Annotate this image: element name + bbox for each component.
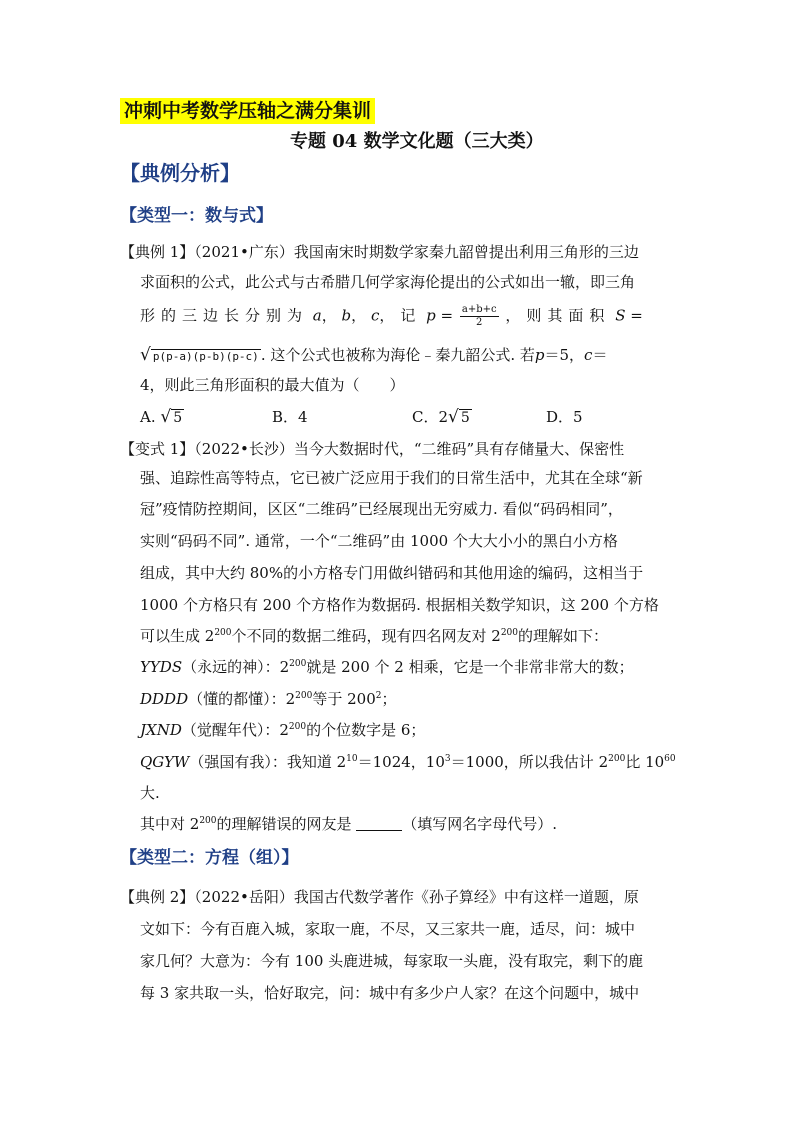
ex2-line-3: 家几何？大意为：今有 100 头鹿进城，每家取一头鹿，没有取完，剩下的鹿 (140, 952, 644, 970)
var1-text: （懂的都懂）：2 (188, 690, 296, 708)
ex2-line-2: 文如下：今有百鹿入城，家取一鹿，不尽，又三家共一鹿，适尽，问：城中 (140, 920, 636, 938)
ex1-text: 形的三边长分别为 (140, 306, 309, 325)
sqrt-argument: 5 (460, 410, 470, 426)
topic-title: 专题 04 数学文化题（三大类） (290, 131, 544, 152)
var1-text: ＝1000，所以我估计 2 (450, 753, 609, 771)
var1-text: 的理解错误的网友是 (216, 815, 357, 833)
var1-text: 个不同的数据二维码，现有四名网友对 2 (231, 627, 501, 645)
fraction-p (460, 304, 499, 329)
var-c: c (584, 346, 593, 364)
option-d: D．5 (546, 408, 583, 426)
exponent: 60 (664, 754, 676, 764)
var1-text: 等于 200 (312, 690, 376, 708)
ex1-text: ， (321, 306, 337, 325)
var1-text: （永远的神）：2 (182, 658, 290, 676)
ex1-line-4 (140, 344, 607, 368)
ex1-line-3 (140, 304, 643, 329)
sqrt-expression (140, 344, 261, 368)
exponent: 200 (289, 659, 307, 669)
exponent: 200 (214, 628, 232, 638)
option-b: B．4 (272, 408, 308, 426)
option-c (412, 406, 472, 429)
exponent: 2 (375, 691, 382, 701)
option-c-label: C．2 (412, 408, 449, 426)
fraction-denominator: 2 (476, 317, 483, 328)
ex1-text: ， (351, 306, 367, 325)
radical-sign: √ (448, 407, 459, 427)
var1-text: 比 10 (625, 753, 665, 771)
user-yyds: YYDS (140, 658, 183, 676)
option-a-label: A. (140, 408, 156, 426)
var1-line-2: 强、追踪性高等特点，它已被广泛应用于我们的日常生活中，尤其在全球“新 (140, 469, 643, 487)
var-p: p (426, 306, 436, 325)
var1-text: ＝1024，10 (357, 753, 445, 771)
ex1-text: . 这个公式也被称为海伦﹣秦九韶公式. 若 (260, 346, 535, 364)
var1-text: 的理解如下： (518, 627, 609, 645)
var1-text: （填写网名字母代号）. (402, 815, 558, 833)
ex2-line-4: 每 3 家共取一头，恰好取完，问：城中有多少户人家？在这个问题中，城中 (140, 984, 640, 1002)
ex1-line-2: 求面积的公式，此公式与古希腊几何学家海伦提出的公式如出一辙，即三角 (140, 273, 636, 291)
var-a: a (312, 306, 322, 325)
var1-line-5: 组成，其中大约 80%的小方格专门用做纠错码和其他用途的编码，这相当于 (140, 564, 644, 582)
user-jxnd: JXND (140, 721, 182, 739)
sqrt-argument: 5 (173, 410, 183, 426)
var1-line-6: 1000 个方格只有 200 个方格作为数据码. 根据相关数学知识，这 200 个方格 (140, 596, 659, 614)
exponent: 3 (444, 754, 451, 764)
ex1-line-1: 【典例 1】（2021•广东）我国南宋时期数学家秦九韶曾提出利用三角形的三边 (120, 243, 639, 261)
ex2-line-1: 【典例 2】（2022•岳阳）我国古代数学著作《孙子算经》中有这样一道题，原 (120, 888, 639, 906)
exponent: 200 (199, 816, 217, 826)
var-s: S (615, 306, 626, 325)
var1-text: 的个位数字是 6； (306, 721, 426, 739)
option-a (140, 406, 184, 429)
exponent: 200 (295, 691, 313, 701)
exponent: 200 (608, 754, 626, 764)
var1-line-7 (140, 625, 608, 647)
var1-text: （觉醒年代）：2 (181, 721, 289, 739)
equals: = (435, 306, 458, 325)
var1-text: （强国有我）：我知道 2 (189, 753, 347, 771)
var1-text: 就是 200 个 2 相乘，它是一个非常非常大的数； (306, 658, 634, 676)
fraction-numerator: a+b+c (461, 304, 497, 315)
var-p: p (534, 346, 545, 364)
ex1-text: ＝5， (544, 346, 585, 364)
sqrt-expression (448, 406, 472, 429)
user-dddd: DDDD (140, 690, 189, 708)
var1-text: 可以生成 2 (140, 627, 215, 645)
var1-question (140, 813, 557, 835)
ex1-text: ，记 (379, 306, 422, 325)
type1-heading: 【类型一：数与式】 (120, 206, 273, 226)
user-qgyw-line (140, 751, 676, 773)
ex1-text: ，则其面积 (505, 306, 611, 325)
equals: = (625, 306, 643, 325)
radical-sign: √ (140, 345, 151, 365)
radical-sign: √ (160, 407, 172, 427)
user-jxnd-line (140, 719, 425, 741)
var1-line-1: 【变式 1】（2022•长沙）当今大数据时代，“二维码”具有存储量大、保密性 (120, 440, 625, 458)
exponent: 200 (288, 722, 307, 732)
ex1-text: ＝ (592, 346, 608, 364)
sqrt-argument: p(p-a)(p-b)(p-c) (152, 350, 259, 363)
sqrt-expression (160, 406, 184, 429)
user-dddd-line (140, 688, 397, 710)
ex1-line-5: 4，则此三角形面积的最大值为（ ） (140, 376, 405, 394)
var-b: b (341, 306, 352, 325)
var1-text: 其中对 2 (140, 815, 200, 833)
exponent: 10 (346, 754, 358, 764)
var1-line-3: 冠”疫情防控期间，区区“二维码”已经展现出无穷威力. 看似“码码相同”， (140, 500, 623, 518)
answer-blank[interactable] (356, 816, 402, 831)
var1-text: ； (381, 690, 397, 708)
section-heading: 【典例分析】 (120, 161, 240, 185)
user-yyds-line (140, 656, 634, 678)
var1-line-continuation: 大. (140, 784, 160, 802)
var-c: c (370, 306, 380, 325)
type2-heading: 【类型二：方程（组）】 (120, 848, 299, 868)
var1-line-4: 实则“码码不同”. 通常，一个“二维码”由 1000 个大大小小的黑白小方格 (140, 532, 618, 550)
exponent: 200 (500, 628, 519, 638)
user-qgyw: QGYW (140, 753, 190, 771)
series-banner: 冲刺中考数学压轴之满分集训 (120, 98, 375, 124)
